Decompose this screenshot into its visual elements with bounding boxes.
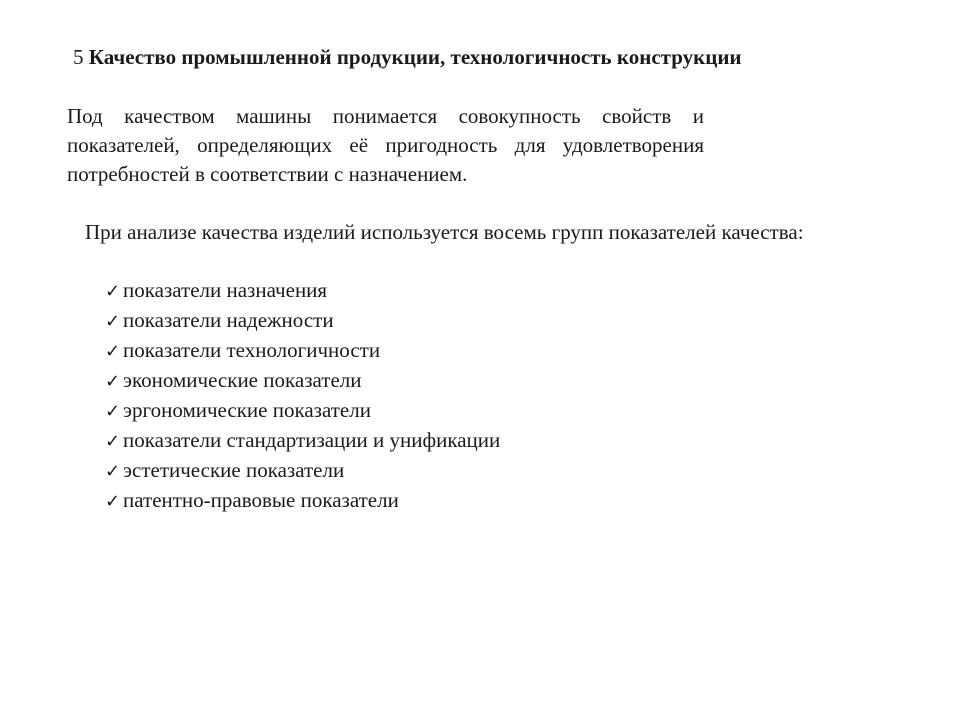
list-item-label: экономические показатели: [123, 368, 362, 392]
list-item: [105, 426, 500, 456]
list-item-label: показатели технологичности: [123, 338, 381, 362]
list-item: [105, 306, 500, 336]
checkmark-icon: ✓: [105, 461, 121, 482]
list-item-label: эстетические показатели: [123, 458, 345, 482]
list-item: [105, 486, 500, 516]
quality-indicators-list: [105, 276, 500, 516]
definition-paragraph: Под качеством машины понимается совокупность свойств и показателей, определяющих её пригодность для удовлетворения потребностей в соответствии с назначением.: [67, 104, 704, 186]
list-item: [105, 276, 500, 306]
checkmark-icon: ✓: [105, 401, 121, 422]
list-item: [105, 456, 500, 486]
section-title: Качество промышленной продукции, технологичность конструкции: [88, 45, 742, 69]
section-number: 5: [73, 45, 84, 69]
checkmark-icon: ✓: [105, 371, 121, 392]
list-item-label: показатели стандартизации и унификации: [123, 428, 501, 452]
list-item: [105, 366, 500, 396]
list-item-label: патентно-правовые показатели: [123, 488, 399, 512]
checkmark-icon: ✓: [105, 341, 121, 362]
checkmark-icon: ✓: [105, 491, 121, 512]
list-item-label: показатели назначения: [123, 278, 328, 302]
checkmark-icon: ✓: [105, 281, 121, 302]
list-item-label: эргономические показатели: [123, 398, 371, 422]
checkmark-icon: ✓: [105, 311, 121, 332]
section-heading: [73, 44, 742, 70]
list-item: [105, 336, 500, 366]
list-item-label: показатели надежности: [123, 308, 334, 332]
list-item: [105, 396, 500, 426]
intro-paragraph: При анализе качества изделий используется восемь групп показателей качества:: [85, 220, 804, 244]
checkmark-icon: ✓: [105, 431, 121, 452]
